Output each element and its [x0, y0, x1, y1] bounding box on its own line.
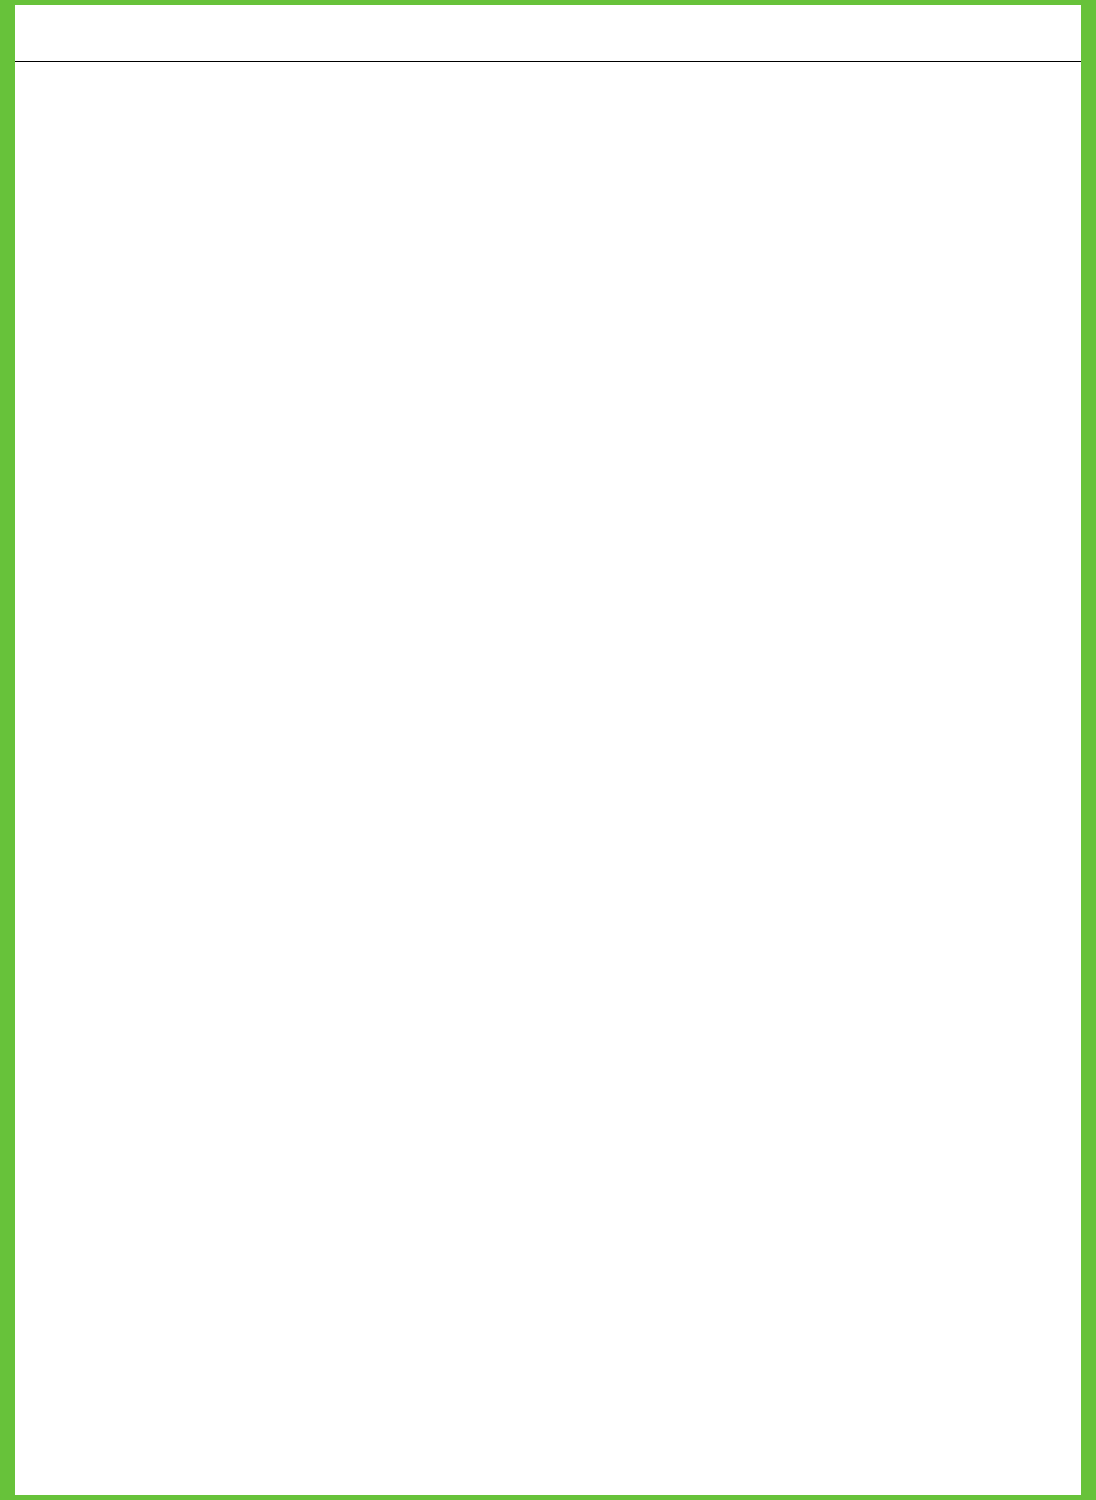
page-title — [15, 22, 1081, 62]
